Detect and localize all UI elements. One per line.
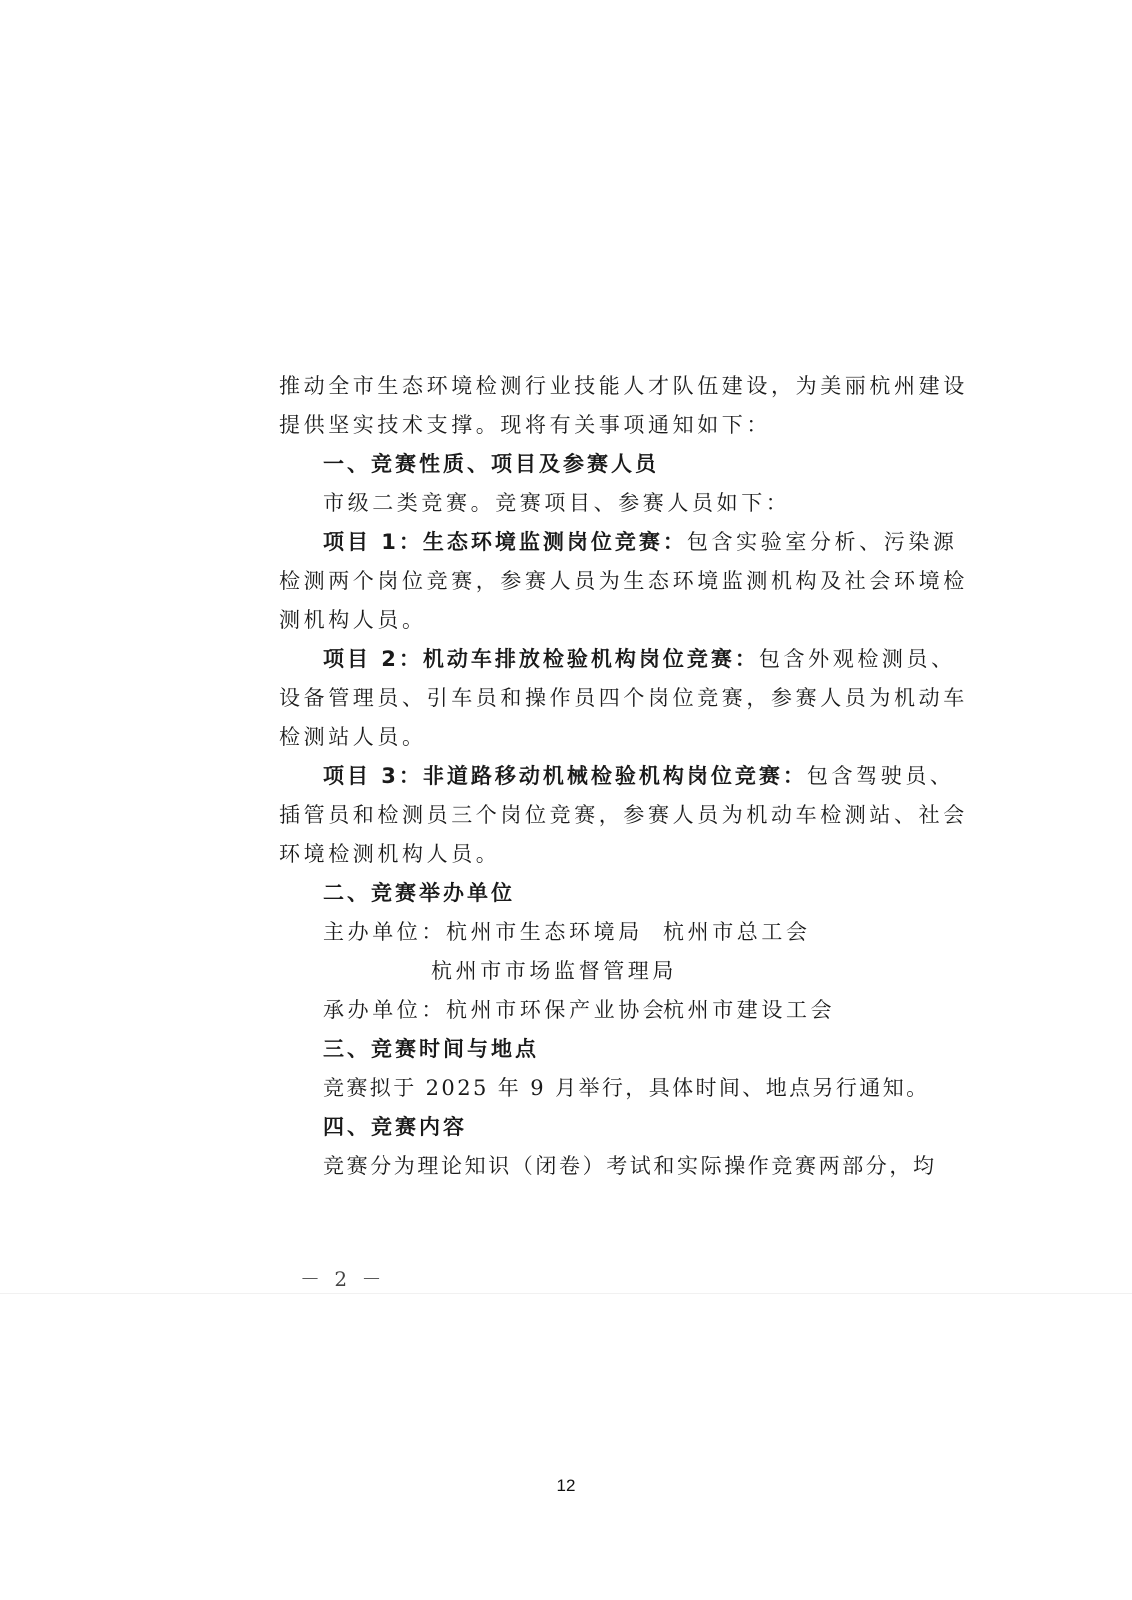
- section-heading-3: 三、竞赛时间与地点: [323, 1037, 539, 1061]
- project-1-title: 项目 1：生态环境监测岗位竞赛：: [323, 530, 687, 554]
- organizer-line: 主办单位：杭州市生态环境局: [323, 920, 643, 944]
- paragraph-line: 推动全市生态环境检测行业技能人才队伍建设，为美丽杭州建设: [279, 374, 968, 398]
- section-heading-1: 一、竞赛性质、项目及参赛人员: [323, 452, 659, 476]
- project-1-line: [323, 527, 958, 557]
- co-organizer-col2: 杭州市建设工会: [663, 998, 836, 1022]
- project-3-title: 项目 3：非道路移动机械检验机构岗位竞赛：: [323, 764, 807, 788]
- project-2-title: 项目 2：机动车排放检验机构岗位竞赛：: [323, 647, 759, 671]
- paragraph-line: 提供坚实技术支撑。现将有关事项通知如下：: [279, 413, 771, 437]
- paragraph-line: 竞赛拟于 2025 年 9 月举行，具体时间、地点另行通知。: [323, 1076, 930, 1100]
- paragraph-line: 市级二类竞赛。竞赛项目、参赛人员如下：: [323, 491, 791, 515]
- project-1-desc: 包含实验室分析、污染源: [686, 530, 958, 554]
- organizer-line-2: 杭州市市场监督管理局: [431, 959, 677, 983]
- paragraph-line: 设备管理员、引车员和操作员四个岗位竞赛，参赛人员为机动车: [279, 686, 968, 710]
- organizer-col2: 杭州市总工会: [663, 920, 811, 944]
- page-divider: [0, 1293, 1132, 1294]
- project-3-desc: 包含驾驶员、: [806, 764, 955, 788]
- section-heading-4: 四、竞赛内容: [323, 1115, 467, 1139]
- co-organizer-line: 承办单位：杭州市环保产业协会: [323, 998, 668, 1022]
- paragraph-line: 检测站人员。: [279, 725, 427, 749]
- paragraph-line: 环境检测机构人员。: [279, 842, 501, 866]
- project-2-line: [323, 644, 956, 674]
- footer-page-number: 12: [556, 1476, 576, 1495]
- section-heading-2: 二、竞赛举办单位: [323, 881, 515, 905]
- paragraph-line: 插管员和检测员三个岗位竞赛，参赛人员为机动车检测站、社会: [279, 803, 968, 827]
- page-number: － 2 －: [300, 1267, 386, 1291]
- paragraph-line: 检测两个岗位竞赛，参赛人员为生态环境监测机构及社会环境检: [279, 569, 968, 593]
- paragraph-line: 测机构人员。: [279, 608, 427, 632]
- project-3-line: [323, 761, 955, 791]
- project-2-desc: 包含外观检测员、: [758, 647, 956, 671]
- paragraph-line: 竞赛分为理论知识（闭卷）考试和实际操作竞赛两部分，均: [323, 1154, 937, 1178]
